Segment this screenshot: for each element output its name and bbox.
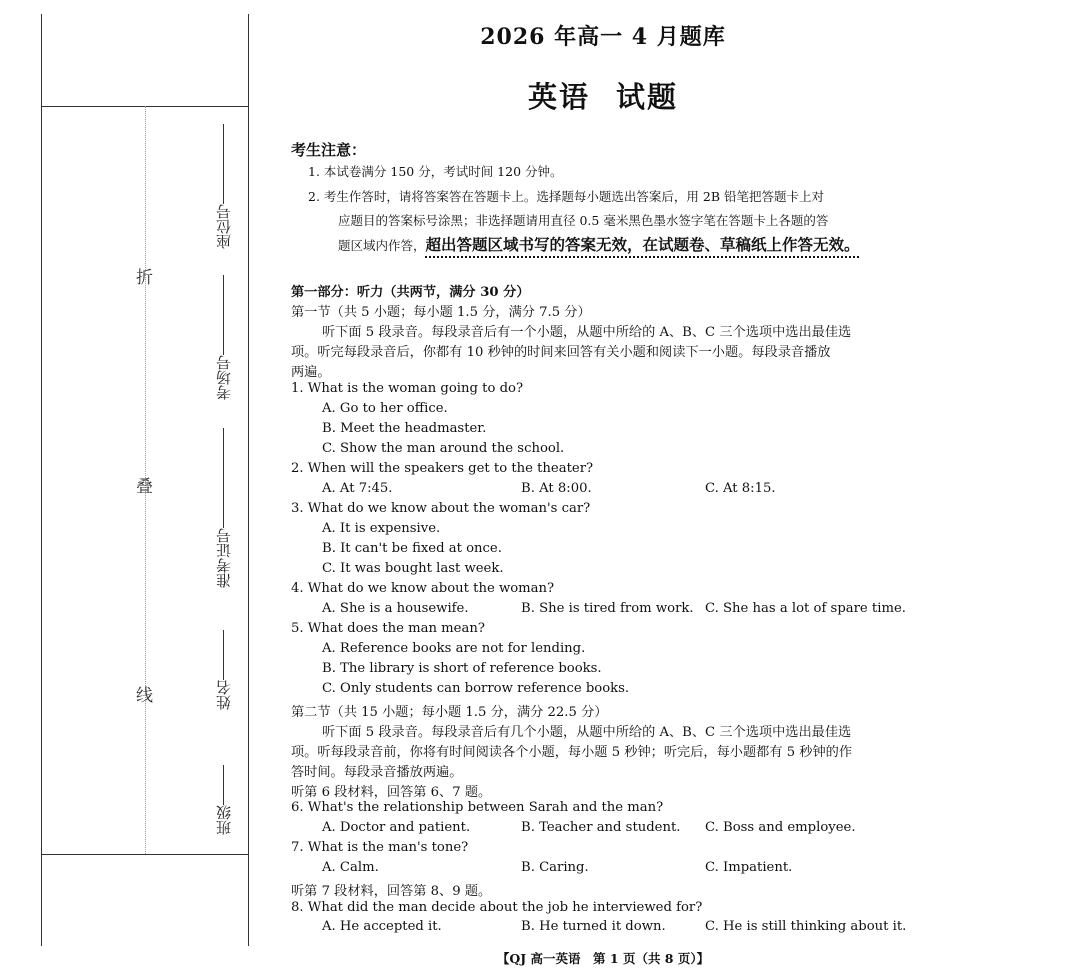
fold-char-2: 叠 [136,477,153,497]
part1-title: 第一部分：听力（共两节，满分 30 分） [291,285,530,300]
material-7-instruction: 听第 7 段材料，回答第 8、9 题。 [291,884,492,899]
q4-option-b: B. She is tired from work. [521,601,694,616]
q6-option-b: B. Teacher and student. [521,820,681,835]
question-2: 2. When will the speakers get to the theater? [291,461,594,476]
q8-option-b: B. He turned it down. [521,919,666,934]
question-5: 5. What does the man mean? [291,621,485,636]
q7-option-a: A. Calm. [322,860,379,875]
q1-option-a: A. Go to her office. [322,401,448,416]
seat-number-field[interactable]: 座位号 [213,124,234,249]
fold-char-1: 折 [136,268,153,288]
q8-option-a: A. He accepted it. [322,919,442,934]
section2-instruction-line2: 项。听每段录音前，你将有时间阅读各个小题，每小题 5 秒钟；听完后，每小题都有 5 秒钟的作 [291,745,853,760]
notice-item-2-line3: 题区域内作答，超出答题区域书写的答案无效，在试题卷、草稿纸上作答无效。 [338,235,860,254]
q5-option-a: A. Reference books are not for lending. [322,641,586,656]
question-4: 4. What do we know about the woman? [291,581,555,596]
q5-option-c: C. Only students can borrow reference books. [322,681,630,696]
q6-option-c: C. Boss and employee. [705,820,856,835]
notice-heading: 考生注意： [291,141,367,159]
q1-option-c: C. Show the man around the school. [322,441,565,456]
exam-title: 2026 年高一 4 月题库 [480,24,726,50]
section1-instruction-line1: 听下面 5 段录音。每段录音后有一个小题，从题中所给的 A、B、C 三个选项中选出最佳选 [322,325,852,340]
q6-option-a: A. Doctor and patient. [322,820,471,835]
q5-option-b: B. The library is short of reference books. [322,661,602,676]
section1-instruction-line3: 两遍。 [291,365,331,380]
fold-char-3: 线 [136,686,153,706]
q2-option-a: A. At 7:45. [322,481,393,496]
q4-option-c: C. She has a lot of spare time. [705,601,906,616]
notice-item-2-line1: 2. 考生作答时，请将答案答在答题卡上。选择题每小题选出答案后，用 2B 铅笔把答题卡上对 [308,189,824,204]
section1-instruction-line2: 项。听完每段录音后，你都有 10 秒钟的时间来回答有关小题和阅读下一小题。每段录音播放 [291,345,831,360]
q8-option-c: C. He is still thinking about it. [705,919,907,934]
q3-option-b: B. It can't be fixed at once. [322,541,502,556]
question-6: 6. What's the relationship between Sarah and the man? [291,800,664,815]
material-6-instruction: 听第 6 段材料，回答第 6、7 题。 [291,785,492,800]
q4-option-a: A. She is a housewife. [322,601,469,616]
section2-title: 第二节（共 15 小题；每小题 1.5 分，满分 22.5 分） [291,705,608,720]
subject-title: 英语 试题 [527,80,679,114]
q3-option-c: C. It was bought last week. [322,561,504,576]
q7-option-b: B. Caring. [521,860,589,875]
q2-option-b: B. At 8:00. [521,481,592,496]
q1-option-b: B. Meet the headmaster. [322,421,487,436]
q3-option-a: A. It is expensive. [322,521,441,536]
question-3: 3. What do we know about the woman's car? [291,501,591,516]
section1-title: 第一节（共 5 小题；每小题 1.5 分，满分 7.5 分） [291,305,591,320]
question-7: 7. What is the man's tone? [291,840,469,855]
binding-bottom-divider [41,854,249,855]
question-1: 1. What is the woman going to do? [291,381,524,396]
exam-room-field[interactable]: 考场号 [213,275,234,400]
binding-left-border [41,14,42,946]
admission-number-field[interactable]: 准考证号 [213,428,234,588]
name-field[interactable]: 姓名 [213,630,234,710]
notice-item-2-line2: 应题目的答案标号涂黑；非选择题请用直径 0.5 毫米黑色墨水签字笔在答题卡上各题的答 [338,213,829,228]
notice-warning-emphasis: 超出答题区域书写的答案无效，在试题卷、草稿纸上作答无效。 [425,235,860,254]
q7-option-c: C. Impatient. [705,860,793,875]
class-field[interactable]: 班级 [213,765,234,835]
question-8: 8. What did the man decide about the job he interviewed for? [291,900,703,915]
section2-instruction-line1: 听下面 5 段录音。每段录音后有几个小题，从题中所给的 A、B、C 三个选项中选出最佳选 [322,725,852,740]
q2-option-c: C. At 8:15. [705,481,776,496]
section2-instruction-line3: 答时间。每段录音播放两遍。 [291,765,463,780]
binding-right-border [248,14,249,946]
page-footer: 【QJ 高一英语 第 1 页（共 8 页）】 [496,951,710,966]
notice-item-1: 1. 本试卷满分 150 分，考试时间 120 分钟。 [308,164,563,179]
